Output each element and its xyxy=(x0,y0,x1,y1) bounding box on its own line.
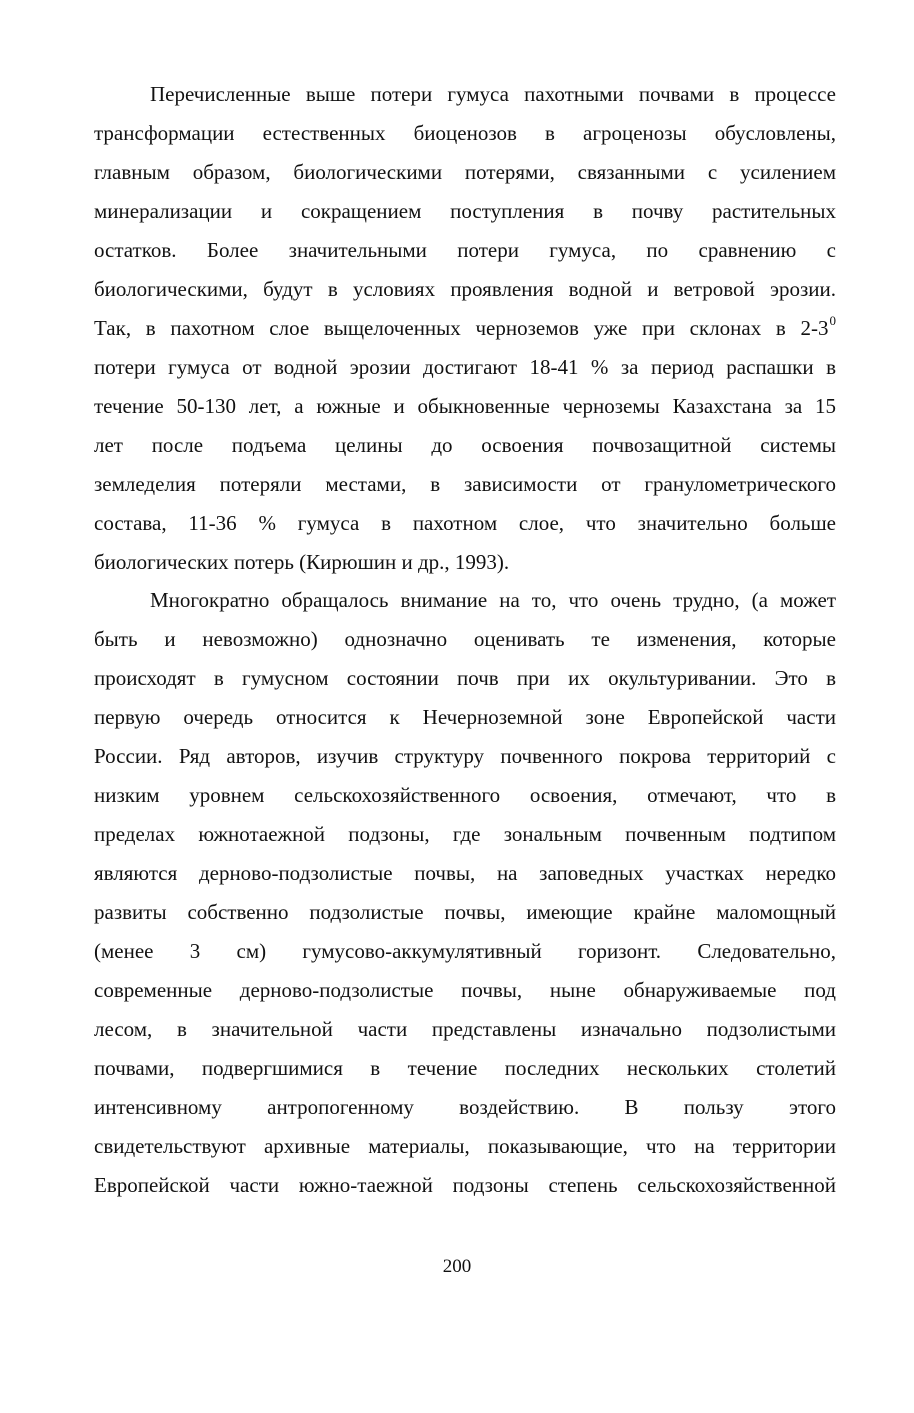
paragraph-line: потери гумуса от водной эрозии достигают 18-41 % за период распашки в xyxy=(94,355,836,379)
paragraph-line: (менее 3 см) гумусово-аккумулятивный горизонт. Следовательно, xyxy=(94,939,836,963)
paragraph-line-with-superscript xyxy=(94,309,836,348)
paragraph-line: низким уровнем сельскохозяйственного освоения, отмечают, что в xyxy=(94,783,836,807)
paragraph-line: Многократно обращалось внимание на то, что очень трудно, (а может xyxy=(150,588,836,612)
line-text: Так, в пахотном слое выщелоченных черноземов уже при склонах в 2-3 xyxy=(94,316,829,340)
paragraph-line: почвами, подвергшимися в течение последних нескольких столетий xyxy=(94,1056,836,1080)
paragraph-line: России. Ряд авторов, изучив структуру почвенного покрова территорий с xyxy=(94,744,836,768)
paragraph-line: лет после подъема целины до освоения почвозащитной системы xyxy=(94,433,836,457)
paragraph-2 xyxy=(94,581,836,1205)
paragraph-line: интенсивному антропогенному воздействию. В пользу этого xyxy=(94,1095,836,1119)
paragraph-line: пределах южнотаежной подзоны, где зональным почвенным подтипом xyxy=(94,822,836,846)
paragraph-line: земледелия потеряли местами, в зависимости от гранулометрического xyxy=(94,472,836,496)
paragraph-line: остатков. Более значительными потери гумуса, по сравнению с xyxy=(94,238,836,262)
paragraph-line: происходят в гумусном состоянии почв при их окультуривании. Это в xyxy=(94,666,836,690)
paragraph-line: лесом, в значительной части представлены изначально подзолистыми xyxy=(94,1017,836,1041)
paragraph-line: биологических потерь (Кирюшин и др., 1993). xyxy=(94,550,510,574)
degree-superscript: 0 xyxy=(829,313,836,328)
paragraph-line: минерализации и сокращением поступления в почву растительных xyxy=(94,199,836,223)
paragraph-line: быть и невозможно) однозначно оценивать те изменения, которые xyxy=(94,627,836,651)
paragraph-line: являются дерново-подзолистые почвы, на заповедных участках нередко xyxy=(94,861,836,885)
paragraph-line: течение 50-130 лет, а южные и обыкновенные черноземы Казахстана за 15 xyxy=(94,394,836,418)
paragraph-line: современные дерново-подзолистые почвы, ныне обнаруживаемые под xyxy=(94,978,836,1002)
paragraph-line: Перечисленные выше потери гумуса пахотными почвами в процессе xyxy=(150,82,836,106)
paragraph-line: состава, 11-36 % гумуса в пахотном слое, что значительно больше xyxy=(94,511,836,535)
paragraph-line: главным образом, биологическими потерями, связанными с усилением xyxy=(94,160,836,184)
paragraph-line: развиты собственно подзолистые почвы, имеющие крайне маломощный xyxy=(94,900,836,924)
paragraph-line: свидетельствуют архивные материалы, показывающие, что на территории xyxy=(94,1134,836,1158)
page-number: 200 xyxy=(442,1256,472,1277)
paragraph-1 xyxy=(94,75,836,582)
paragraph-line: Европейской части южно-таежной подзоны степень сельскохозяйственной xyxy=(94,1173,836,1197)
paragraph-line: первую очередь относится к Нечерноземной зоне Европейской части xyxy=(94,705,836,729)
paragraph-line: трансформации естественных биоценозов в агроценозы обусловлены, xyxy=(94,121,836,145)
paragraph-line: биологическими, будут в условиях проявления водной и ветровой эрозии. xyxy=(94,277,836,301)
